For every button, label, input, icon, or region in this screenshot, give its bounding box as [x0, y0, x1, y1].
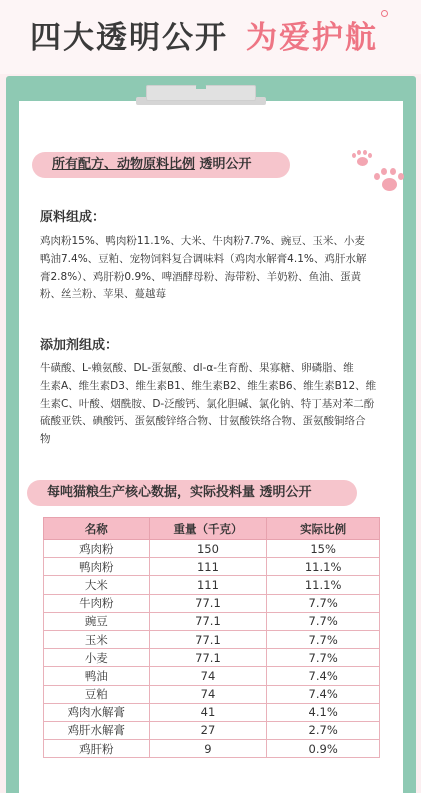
cell-name: 牛肉粉	[44, 594, 150, 612]
cell-weight: 27	[149, 721, 267, 739]
cell-name: 小麦	[44, 649, 150, 667]
cell-ratio: 7.7%	[267, 594, 380, 612]
cell-weight: 150	[149, 540, 267, 558]
cell-weight: 74	[149, 685, 267, 703]
cell-weight: 77.1	[149, 594, 267, 612]
ingredients-text	[40, 233, 385, 304]
column-header-weight: 重量（千克）	[149, 518, 267, 540]
cell-ratio: 0.9%	[267, 740, 380, 758]
cell-name: 鸡肉粉	[44, 540, 150, 558]
cell-name: 鸭肉粉	[44, 558, 150, 576]
cell-ratio: 7.7%	[267, 612, 380, 630]
table-row	[44, 558, 380, 576]
page-title: 四大透明公开	[30, 20, 228, 56]
additives-line: 牛磺酸、L-赖氨酸、DL-蛋氨酸、dl-α-生育酚、果寡糖、卵磷脂、维	[40, 362, 354, 374]
table-row	[44, 685, 380, 703]
table-row	[44, 740, 380, 758]
table-row	[44, 594, 380, 612]
table-row	[44, 612, 380, 630]
cell-weight: 41	[149, 703, 267, 721]
ingredients-line: 鸡肉粉15%、鸭肉粉11.1%、大米、牛肉粉7.7%、豌豆、玉米、小麦	[40, 235, 365, 247]
ingredients-line: 粉、丝兰粉、苹果、蔓越莓	[40, 288, 166, 301]
cell-weight: 74	[149, 667, 267, 685]
table-row	[44, 667, 380, 685]
cell-ratio: 4.1%	[267, 703, 380, 721]
cell-name: 大米	[44, 576, 150, 594]
cell-ratio: 15%	[267, 540, 380, 558]
additives-text	[40, 360, 385, 449]
formula-banner	[32, 152, 290, 178]
cell-weight: 77.1	[149, 649, 267, 667]
table-row	[44, 649, 380, 667]
cell-name: 鸡肉水解膏	[44, 703, 150, 721]
cell-ratio: 7.4%	[267, 667, 380, 685]
table-row	[44, 540, 380, 558]
ingredients-title: 原料组成：	[40, 210, 106, 225]
table-row	[44, 576, 380, 594]
additives-line: 硫酸亚铁、碘酸钙、蛋氨酸锌络合物、甘氨酸铁络合物、蛋氨酸铜络合	[40, 415, 366, 428]
production-data-banner: 每吨猫粮生产核心数据，实际投料量 透明公开	[27, 480, 357, 506]
table-row	[44, 721, 380, 739]
cell-ratio: 2.7%	[267, 721, 380, 739]
feed-quantity-table	[43, 517, 380, 758]
cell-ratio: 7.4%	[267, 685, 380, 703]
cell-ratio: 7.7%	[267, 649, 380, 667]
page-title-accent: 为爱护航	[246, 20, 378, 56]
cell-weight: 111	[149, 576, 267, 594]
cell-ratio: 11.1%	[267, 558, 380, 576]
table-row	[44, 703, 380, 721]
cell-ratio: 7.7%	[267, 630, 380, 648]
cell-ratio: 11.1%	[267, 576, 380, 594]
paw-print-small-icon	[351, 150, 373, 168]
paw-print-large-icon	[373, 168, 405, 194]
formula-banner-underlined: 所有配方、动物原料比例	[52, 157, 196, 172]
cell-weight: 111	[149, 558, 267, 576]
additives-title: 添加剂组成：	[40, 338, 119, 353]
clipboard-clip-hole	[196, 83, 206, 89]
cell-name: 鸭油	[44, 667, 150, 685]
formula-banner-rest: 透明公开	[195, 157, 252, 172]
table-header-row	[44, 518, 380, 540]
cell-name: 豌豆	[44, 612, 150, 630]
cell-weight: 9	[149, 740, 267, 758]
decorative-circle	[381, 10, 388, 17]
cell-name: 鸡肝粉	[44, 740, 150, 758]
cell-name: 玉米	[44, 630, 150, 648]
additives-line: 生素A、维生素D3、维生素B1、维生素B2、维生素B6、维生素B12、维	[40, 379, 377, 392]
cell-weight: 77.1	[149, 612, 267, 630]
ingredients-line: 膏2.8%）、鸡肝粉0.9%、啤酒酵母粉、海带粉、羊奶粉、鱼油、蛋黄	[40, 270, 362, 283]
cell-name: 豆粕	[44, 685, 150, 703]
ingredients-line: 鸭油7.4%、豆粕、宠物饲料复合调味料（鸡肉水解膏4.1%、鸡肝水解	[40, 252, 367, 265]
cell-name: 鸡肝水解膏	[44, 721, 150, 739]
column-header-name: 名称	[44, 518, 150, 540]
additives-line: 生素C、叶酸、烟酰胺、D-泛酸钙、氯化胆碱、氯化钠、特丁基对苯二酚	[40, 397, 375, 410]
cell-weight: 77.1	[149, 630, 267, 648]
additives-line: 物	[40, 433, 51, 446]
table-row	[44, 630, 380, 648]
column-header-ratio: 实际比例	[267, 518, 380, 540]
